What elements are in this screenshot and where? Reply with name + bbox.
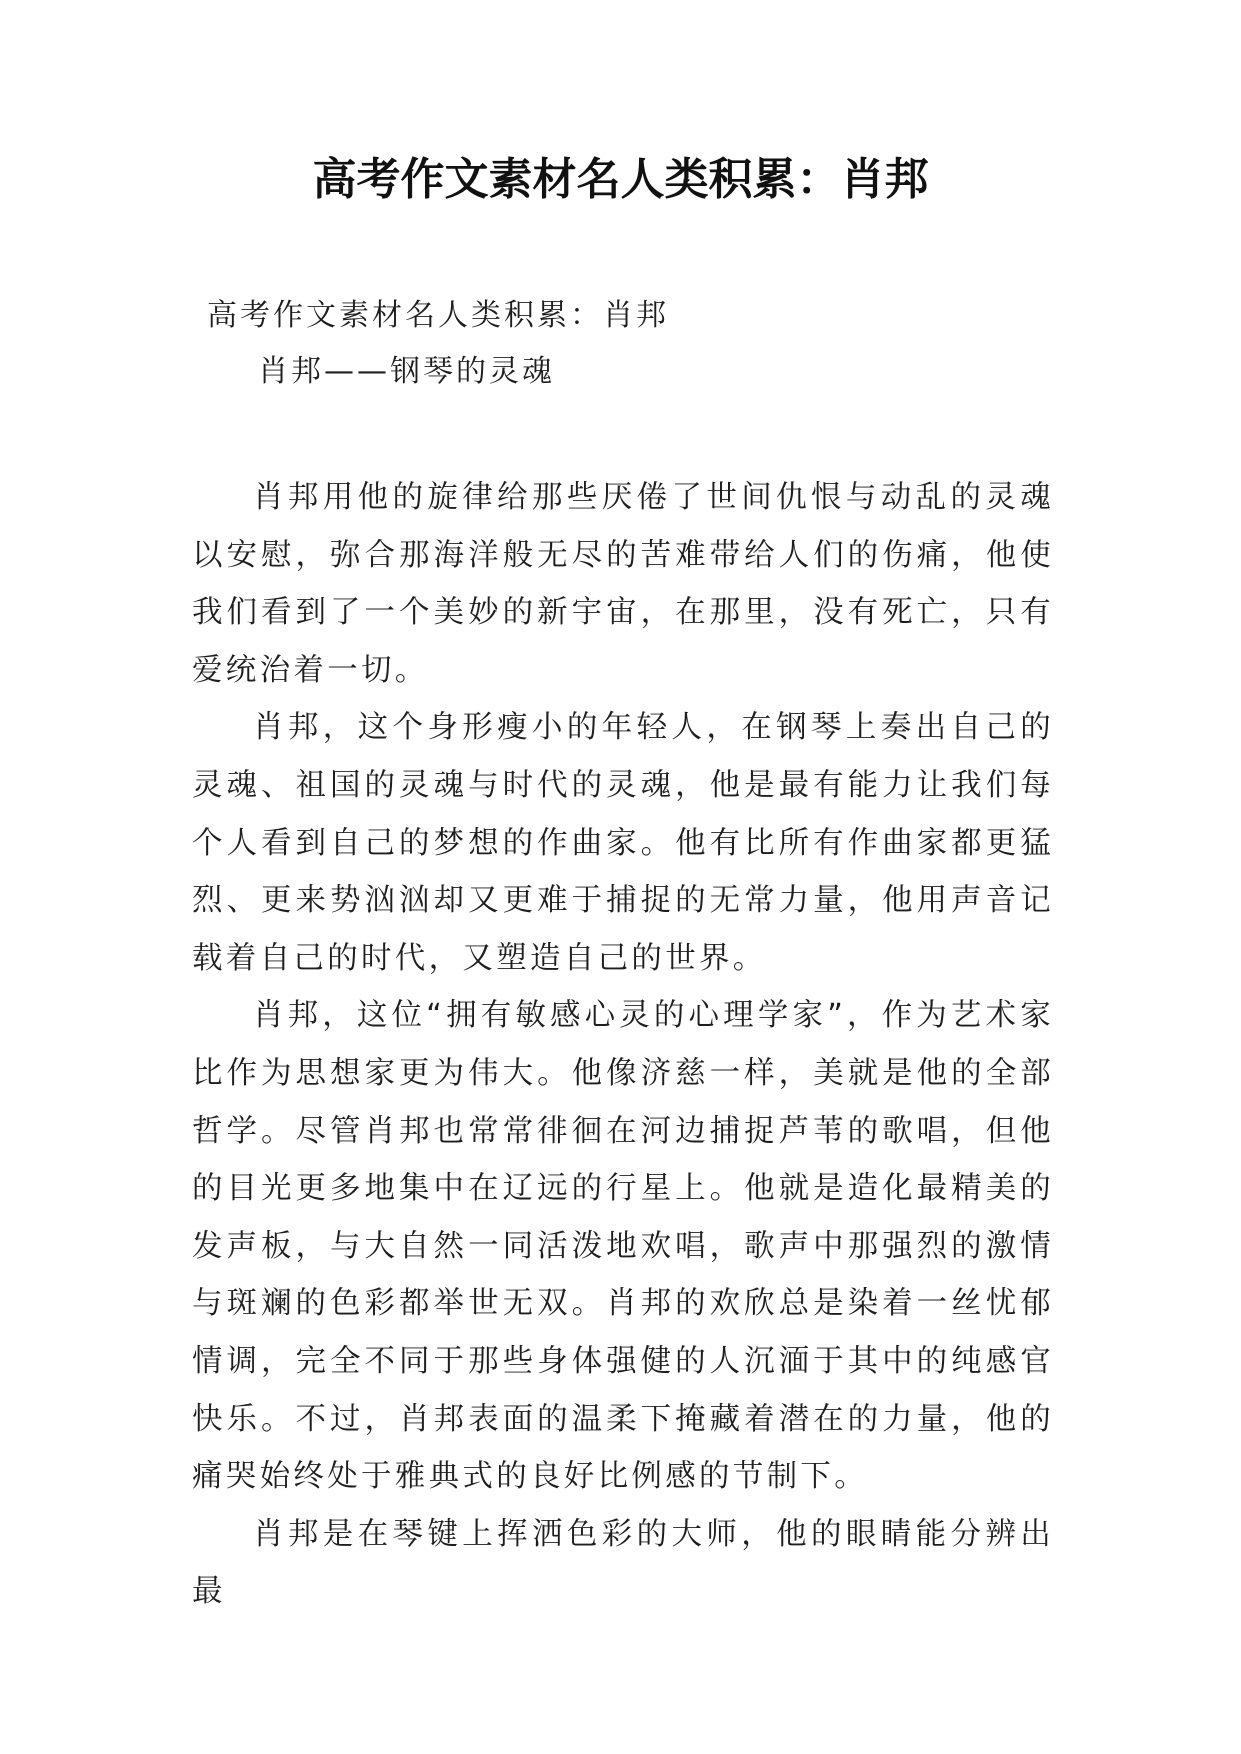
document-body: [192, 469, 1054, 1621]
paragraph: 肖邦，这个身形瘦小的年轻人，在钢琴上奏出自己的灵魂、祖国的灵魂与时代的灵魂，他是最有能力让我们每个人看到自己的梦想的作曲家。他有比所有作曲家都更猛烈、更来势汹汹却又更难于捕捉的无常力量，他用声音记载着自己的时代，又塑造自己的世界。: [192, 710, 1054, 976]
paragraph: 肖邦，这位“拥有敏感心灵的心理学家”，作为艺术家比作为思想家更为伟大。他像济慈一样，美就是他的全部哲学。尽管肖邦也常常徘徊在河边捕捉芦苇的歌唱，但他的目光更多地集中在辽远的行星上。他就是造化最精美的发声板，与大自然一同活泼地欢唱，歌声中那强烈的激情与斑斓的色彩都举世无双。肖邦的欢欣总是染着一丝忧郁情调，完全不同于那些身体强健的人沉湎于其中的纯感官快乐。不过，肖邦表面的温柔下掩藏着潜在的力量，他的痛哭始终处于雅典式的良好比例感的节制下。: [192, 998, 1054, 1495]
paragraph: 肖邦是在琴键上挥洒色彩的大师，他的眼睛能分辨出最: [192, 1516, 1054, 1610]
section-heading: 肖邦——钢琴的灵魂: [258, 354, 555, 389]
document-title: 高考作文素材名人类积累：肖邦: [312, 154, 929, 205]
paragraph: 肖邦用他的旋律给那些厌倦了世间仇恨与动乱的灵魂以安慰，弥合那海洋般无尽的苦难带给人们的伤痛，他使我们看到了一个美妙的新宇宙，在那里，没有死亡，只有爱统治着一切。: [192, 480, 1054, 688]
document-subtitle: 高考作文素材名人类积累：肖邦: [207, 298, 669, 333]
